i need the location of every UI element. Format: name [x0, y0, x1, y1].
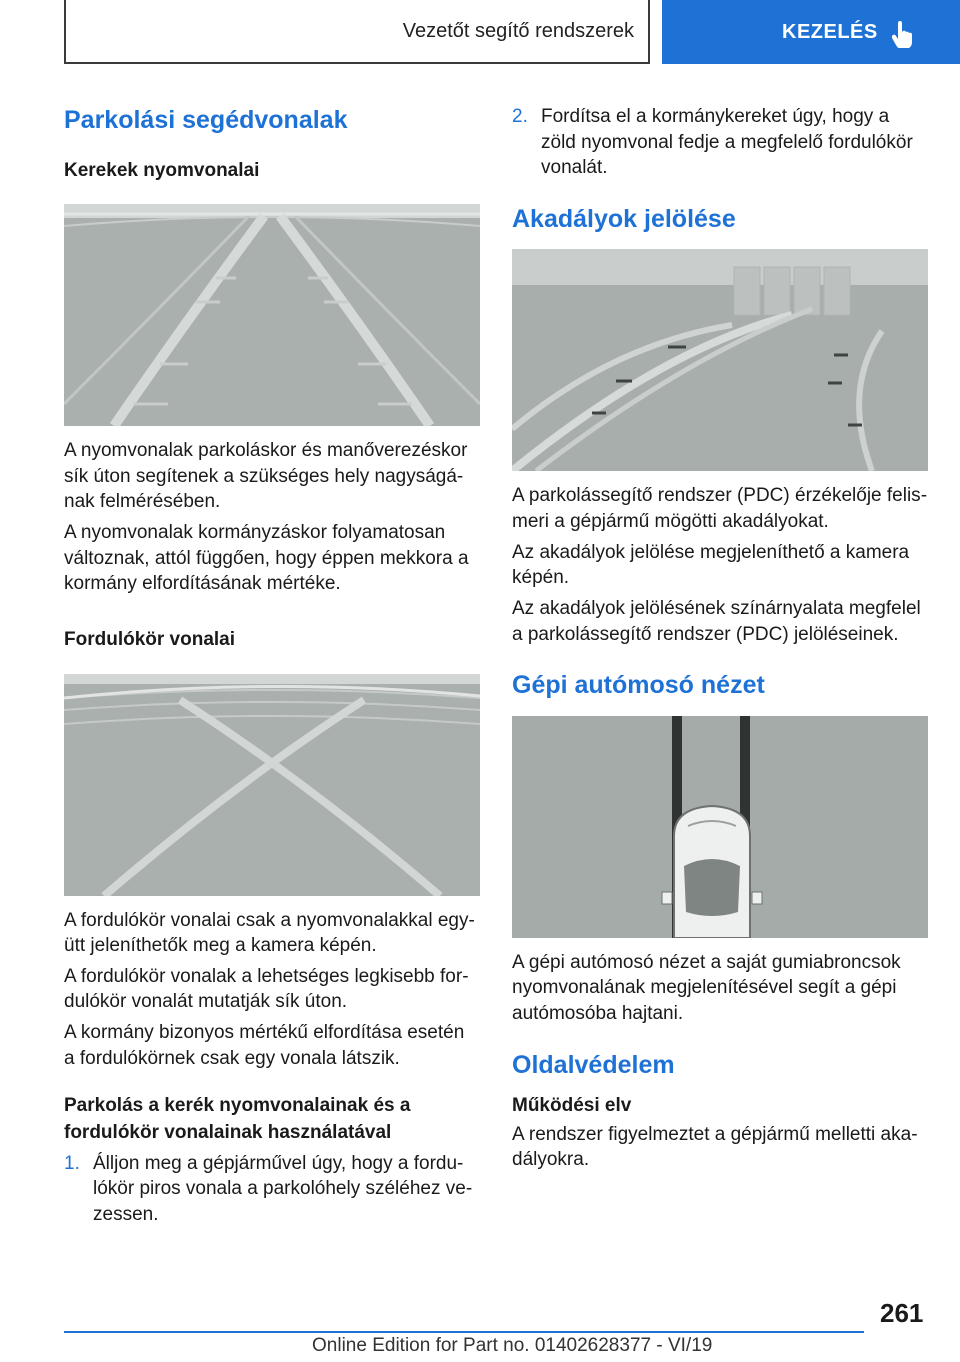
subtitle-turning-circle: Fordulókör vonalai	[64, 628, 236, 650]
header-section-box	[64, 0, 650, 64]
section-title-obstacles: Akadályok jelölése	[512, 204, 736, 233]
header-chapter-title: KEZELÉS	[782, 20, 878, 43]
paragraph-obstacles-3: Az akadályok jelölésének színárnyalata megfelel a parkolássegítő rendszer (PDC) jelöléseinek.	[512, 597, 921, 645]
header-section-title: Vezetőt segítő rendszerek	[402, 19, 634, 42]
obstacle-marking-figure	[512, 249, 928, 471]
subtitle-parking-use: Parkolás a kerék nyomvonalainak és a fordulókör vonalainak használatával	[64, 1095, 411, 1143]
footer-edition: Online Edition for Part no. 01402628377 - VI/19	[312, 1335, 713, 1356]
list-item	[512, 104, 928, 181]
wheel-tracks-figure	[64, 204, 480, 426]
section-title-side-protection: Oldalvédelem	[512, 1050, 675, 1079]
paragraph-tracks-2: A nyomvonalak kormányzáskor folyamatosan változnak, attól függően, hogy éppen mekkora a kormány elfordításának mértéke.	[64, 522, 469, 595]
paragraph-obstacles-1: A parkolássegítő rendszer (PDC) érzékelője felismeri a gépjármű mögötti akadályokat.	[512, 485, 928, 533]
paragraph-car-wash: A gépi autómosó nézet a saját gumiabroncsok nyomvonalának megjelenítésével segít a gépi autómosóba hajtani.	[512, 951, 901, 1025]
page-number: 261	[880, 1298, 924, 1328]
step-text: Fordítsa el a kormánykereket úgy, hogy a zöld nyomvonal fedje a megfelelő fordulókör vonalát.	[541, 106, 913, 179]
footer-rule	[64, 1331, 864, 1333]
car-wash-view-figure	[512, 716, 928, 938]
paragraph-side-protection: A rendszer figyelmeztet a gépjármű melletti akadályokra.	[512, 1123, 918, 1171]
step-number: 2.	[512, 106, 528, 127]
paragraph-tracks-1: A nyomvonalak parkoláskor és manőverezéskor sík úton segítenek a szükséges hely nagyságának felmérésében.	[64, 440, 468, 513]
subtitle-wheel-tracks: Kerekek nyomvonalai	[64, 159, 260, 181]
header-chapter-tab	[662, 0, 960, 64]
pointing-hand-icon	[892, 20, 918, 48]
paragraph-turning-3: A kormány bizonyos mértékű elfordítása esetén a fordulókörnek csak egy vonala látszik.	[64, 1022, 465, 1069]
paragraph-obstacles-2: Az akadályok jelölése megjeleníthető a kamera képén.	[512, 541, 910, 589]
step-text: Álljon meg a gépjárművel úgy, hogy a fordulókör piros vonala a parkolóhely széléhez vezessen.	[93, 1152, 473, 1225]
subtitle-operating-principle: Működési elv	[512, 1095, 632, 1117]
turning-circle-figure	[64, 674, 480, 896]
right-column	[512, 98, 928, 1173]
section-title-car-wash: Gépi autómosó nézet	[512, 671, 765, 700]
steps-list-right	[512, 104, 928, 181]
list-item	[64, 1151, 480, 1228]
section-title-parking-lines: Parkolási segédvonalak	[64, 106, 348, 134]
step-number: 1.	[64, 1152, 80, 1174]
paragraph-turning-2: A fordulókör vonalak a lehetséges legkisebb fordulókör vonalát mutatják sík úton.	[64, 965, 469, 1013]
left-column	[64, 98, 480, 1227]
steps-list-left	[64, 1151, 480, 1228]
paragraph-turning-1: A fordulókör vonalai csak a nyomvonalakkal együtt jeleníthetők meg a kamera képén.	[64, 909, 475, 957]
